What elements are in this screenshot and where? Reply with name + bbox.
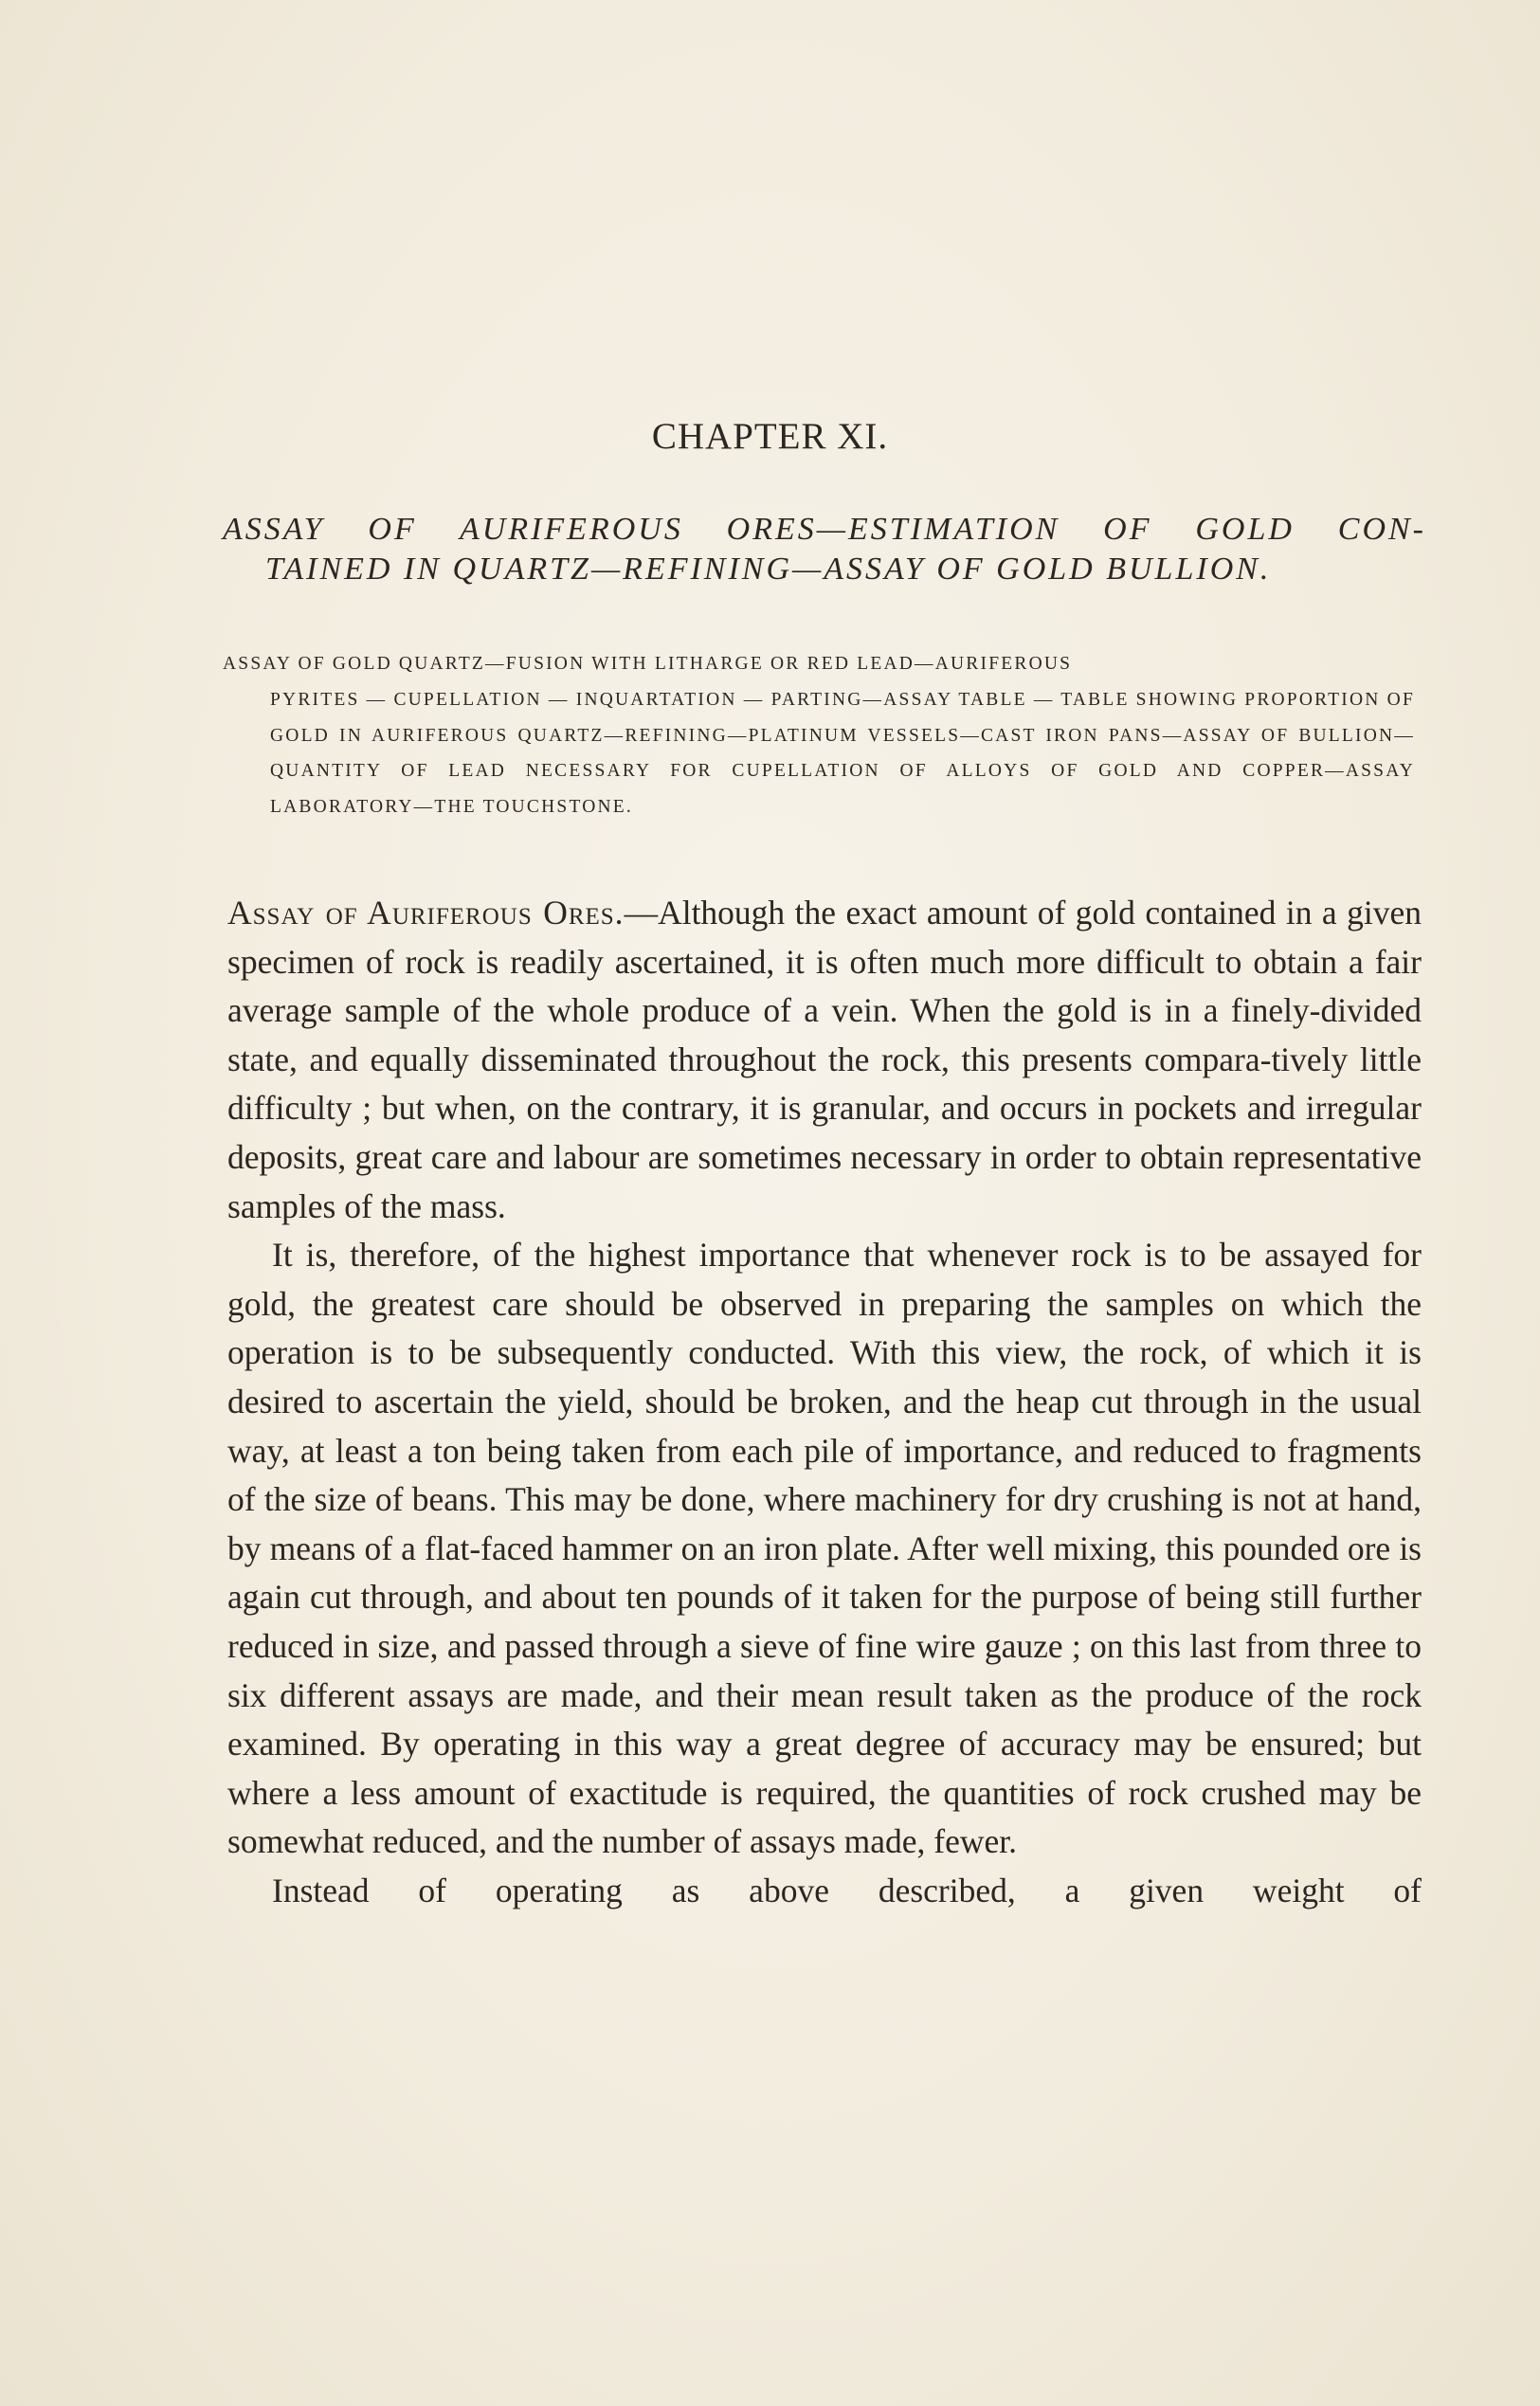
section-lead: Assay of Auriferous Ores.	[227, 894, 625, 932]
chapter-title-line-1: ASSAY OF AURIFEROUS ORES—ESTIMATION OF GOLD CON-	[223, 512, 1426, 547]
paragraph-3: Instead of operating as above described, a given weight of	[272, 1871, 1422, 1909]
synopsis-continuation: PYRITES — CUPELLATION — INQUARTATION — PARTING—ASSAY TABLE — TABLE SHOWING PROPORTION OF GOLD IN AURIFEROUS QUARTZ—REFINING—PLATINUM VESSELS—CAST IRON PANS—ASSAY OF BULLION—QUANTITY OF LEAD NECESSARY FOR CUPELLATION OF ALLOYS OF GOLD AND COPPER—ASSAY LABORATORY—THE TOUCHSTONE.	[270, 689, 1415, 818]
paragraph-2: It is, therefore, of the highest importance that whenever rock is to be assayed for gold, the greatest care should be observed in preparing the samples on which the operation is to be subsequently conducted. With this view, the rock, of which it is desired to ascertain the yield, should be broken, and the heap cut through in the usual way, at least a ton being taken from each pile of importance, and reduced to fragments of the size of beans. This may be done, where machinery for dry crushing is not at hand, by means of a flat-faced hammer on an iron plate. After well mixing, this pounded ore is again cut through, and about ten pounds of it taken for the purpose of being still further reduced in size, and passed through a sieve of fine wire gauze ; on this last from three to six different assays are made, and their mean result taken as the produce of the rock examined. By operating in this way a great degree of accuracy may be ensured; but where a less amount of exactitude is required, the quantities of rock crushed may be somewhat reduced, and the number of assays made, fewer.	[227, 1236, 1422, 1861]
chapter-title-line-2: TAINED IN QUARTZ—REFINING—ASSAY OF GOLD BULLION.	[265, 552, 1272, 587]
body-text	[227, 889, 1422, 1915]
chapter-heading: CHAPTER XI.	[651, 416, 889, 457]
chapter-title	[223, 510, 1426, 589]
synopsis-first-line: ASSAY OF GOLD QUARTZ—FUSION WITH LITHARGE OR RED LEAD—AURIFEROUS	[223, 654, 1073, 674]
paragraph-1	[227, 889, 1422, 1231]
paragraph-1-text: —Although the exact amount of gold contained in a given specimen of rock is readily ascertained, it is often much more difficult to obtain a fair average sample of the whole produce of a vein. When the gold is in a finely-divided state, and equally disseminated throughout the rock, this presents compara-tively little difficulty ; but when, on the contrary, it is granular, and occurs in pockets and irregular deposits, great care and labour are sometimes necessary in order to obtain representative samples of the mass.	[227, 894, 1422, 1225]
chapter-synopsis	[223, 646, 1415, 825]
